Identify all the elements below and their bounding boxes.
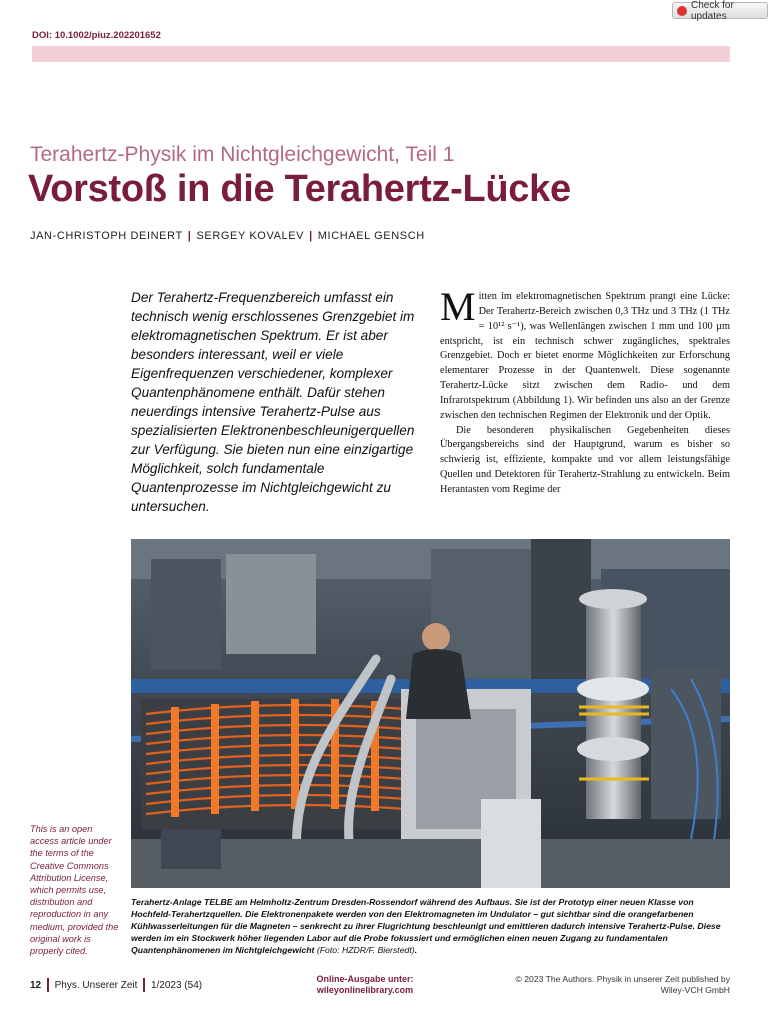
doi: DOI: 10.1002/piuz.202201652 [32,30,161,41]
author-name: JAN-CHRISTOPH DEINERT [30,230,183,242]
figure-caption [131,896,730,956]
lab-photo [131,539,730,888]
drop-cap: M [440,284,476,329]
abstract: Der Terahertz-Frequenzbereich umfasst ein technisch wenig erschlossenes Grenzgebiet im elektromagnetischen Spektrum. Er ist aber besonders interessant, weil er viele Eigenfrequenzen verschiedener, komplexer Quantenphänomene enthält. Dafür stehen neuerdings intensive Terahertz-Pulse aus spezialisierten Elektronenbeschleunigerquellen zur Verfügung. Sie bieten nun eine einzigartige Möglichkeit, solch fundamentale Quantenprozesse im Nichtgleichgewicht zu untersuchen. [131,290,415,514]
footer-divider [143,978,145,992]
body-paragraph [440,284,730,424]
author-separator: | [187,230,192,242]
author-list [30,230,425,242]
body-paragraph: Die besonderen physikalischen Gegebenheiten dieses Übergangsbereichs sind der Hauptgrund, warum es bisher so schwierig ist, effiziente, kompakte und vor allem leistungsfähige Quellen und Detektoren für Terahertz-Strahlung zu entwickeln. Beim Herantasten vom Regime der [440,424,730,495]
footer-divider [47,978,49,992]
online-edition [300,974,430,996]
issue: 1/2023 (54) [150,979,203,991]
article-subtitle: Terahertz-Physik im Nichtgleichgewicht, Teil 1 [30,143,455,166]
caption-end: . [414,945,418,955]
crossmark-icon [677,6,687,16]
copyright [480,974,730,996]
author-name: MICHAEL GENSCH [317,230,425,242]
check-for-updates-button[interactable] [672,0,768,22]
journal-name: Phys. Unserer Zeit [54,979,138,991]
author-separator: | [309,230,313,242]
body-paragraph-text: itten im elektromagnetischen Spektrum prangt eine Lücke: Der Terahertz-Bereich zwischen 0,3 THz und 3 THz (1 THz = 10¹² s⁻¹), was Wellenlängen zwischen 1 mm und 100 µm entspricht, ist ein technisch schwer zugängliches, spektrales Grenzgebiet. Doch er bietet enorme Möglichkeiten zur Erforschung elementarer Prozesse in der Quantenwelt. Diese sogenannte Terahertz-Lücke sitzt zwischen dem Radio- und dem Infrarotspektrum (Abbildung 1). Wir befinden uns also an der Grenze zwischen den technischen Regimen der Elektronik und der Optik. [440,291,730,421]
check-for-updates-label: Check for updates [691,0,734,22]
copyright-line: © 2023 The Authors. Physik in unserer Zeit published by [515,974,730,984]
page-number: 12 [30,979,42,991]
copyright-line: Wiley-VCH GmbH [660,985,730,995]
article-title: Vorstoß in die Terahertz-Lücke [28,168,571,210]
photo-credit: (Foto: HZDR/F. Bierstedt) [316,945,415,955]
online-label: Online-Ausgabe unter: [316,974,414,984]
author-name: SERGEY KOVALEV [196,230,305,242]
online-link[interactable]: wileyonlinelibrary.com [316,985,414,995]
header-band [32,46,730,62]
body-text [440,284,730,498]
footer-journal-info [30,978,202,992]
license-note: This is an open access article under the terms of the Creative Commons Attribution License, which permits use, distribution and reproduction in any medium, provided the original work is properly cited. [30,824,119,957]
caption-text: Terahertz-Anlage TELBE am Helmholtz-Zentrum Dresden-Rossendorf während des Aufbaus. Sie ist der Prototyp einer neuen Klasse von Hochfeld-Terahertzquellen. Die Elektronenpakete werden von den Elektromagneten im Undulator – gut sichtbar sind die orangefarbenen Kühlwasserleitungen für die Magneten – senkrecht zu ihrer Flugrichtung beschleunigt und emittieren dadurch intensive Terahertz-Pulse. Diese werden im ein Stockwerk höher liegenden Labor auf die Probe fokussiert und ermöglichen einen neuen Zugang zu fundamentalen Quantenphänomenen im Nichtgleichgewicht [131,897,721,955]
